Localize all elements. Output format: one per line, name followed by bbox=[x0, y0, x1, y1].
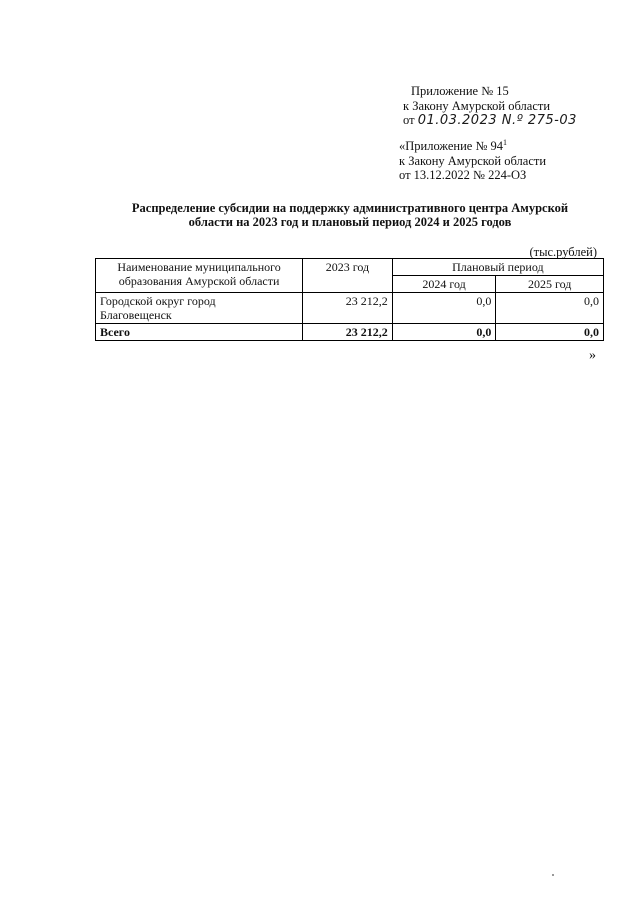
prior-appendix-date: от 13.12.2022 № 224-ОЗ bbox=[399, 168, 527, 183]
header-2024: 2024 год bbox=[392, 276, 496, 293]
prior-appendix-header bbox=[399, 136, 546, 183]
header-municipality-line2: образования Амурской области bbox=[118, 274, 280, 288]
appendix-date-line bbox=[403, 113, 577, 129]
cell-municipality-name bbox=[96, 293, 303, 324]
appendix-header bbox=[403, 84, 577, 129]
appendix-law-reference: к Закону Амурской области bbox=[403, 98, 551, 113]
header-municipality bbox=[96, 259, 303, 293]
closing-quote: » bbox=[589, 348, 596, 363]
table-header-row bbox=[96, 259, 604, 276]
title-line-2: области на 2023 год и плановый период 2024 и 2025 годов bbox=[188, 215, 512, 229]
prior-appendix-number bbox=[399, 136, 546, 154]
table-row bbox=[96, 293, 604, 324]
header-municipality-line1: Наименование муниципального bbox=[117, 260, 281, 274]
units-label: (тыс.рублей) bbox=[529, 245, 597, 259]
cell-2023-value: 23 212,2 bbox=[303, 293, 393, 324]
handwritten-date-number: 01.03.2023 N.º 275-03 bbox=[417, 113, 577, 128]
header-planned-period: Плановый период bbox=[392, 259, 603, 276]
scan-speck bbox=[552, 874, 554, 876]
subsidy-table bbox=[95, 258, 604, 341]
total-2024-value: 0,0 bbox=[392, 324, 496, 341]
total-2023-value: 23 212,2 bbox=[303, 324, 393, 341]
appendix-date-prefix: от bbox=[403, 113, 415, 127]
title-line-1: Распределение субсидии на поддержку административного центра Амурской bbox=[131, 201, 569, 215]
table-total-row bbox=[96, 324, 604, 341]
cell-municipality-name-line1: Городской округ город bbox=[100, 294, 216, 308]
appendix-number: Приложение № 15 bbox=[411, 84, 509, 98]
prior-appendix-law-reference: к Закону Амурской области bbox=[399, 153, 547, 168]
cell-municipality-name-line2: Благовещенск bbox=[100, 308, 172, 322]
header-2023: 2023 год bbox=[303, 259, 393, 293]
prior-appendix-superscript: 1 bbox=[503, 138, 508, 147]
total-label: Всего bbox=[96, 324, 303, 341]
cell-2024-value: 0,0 bbox=[392, 293, 496, 324]
header-2025: 2025 год bbox=[496, 276, 604, 293]
cell-2025-value: 0,0 bbox=[496, 293, 604, 324]
document-title bbox=[100, 201, 600, 229]
total-2025-value: 0,0 bbox=[496, 324, 604, 341]
prior-appendix-number-text: «Приложение № 94 bbox=[399, 139, 504, 154]
